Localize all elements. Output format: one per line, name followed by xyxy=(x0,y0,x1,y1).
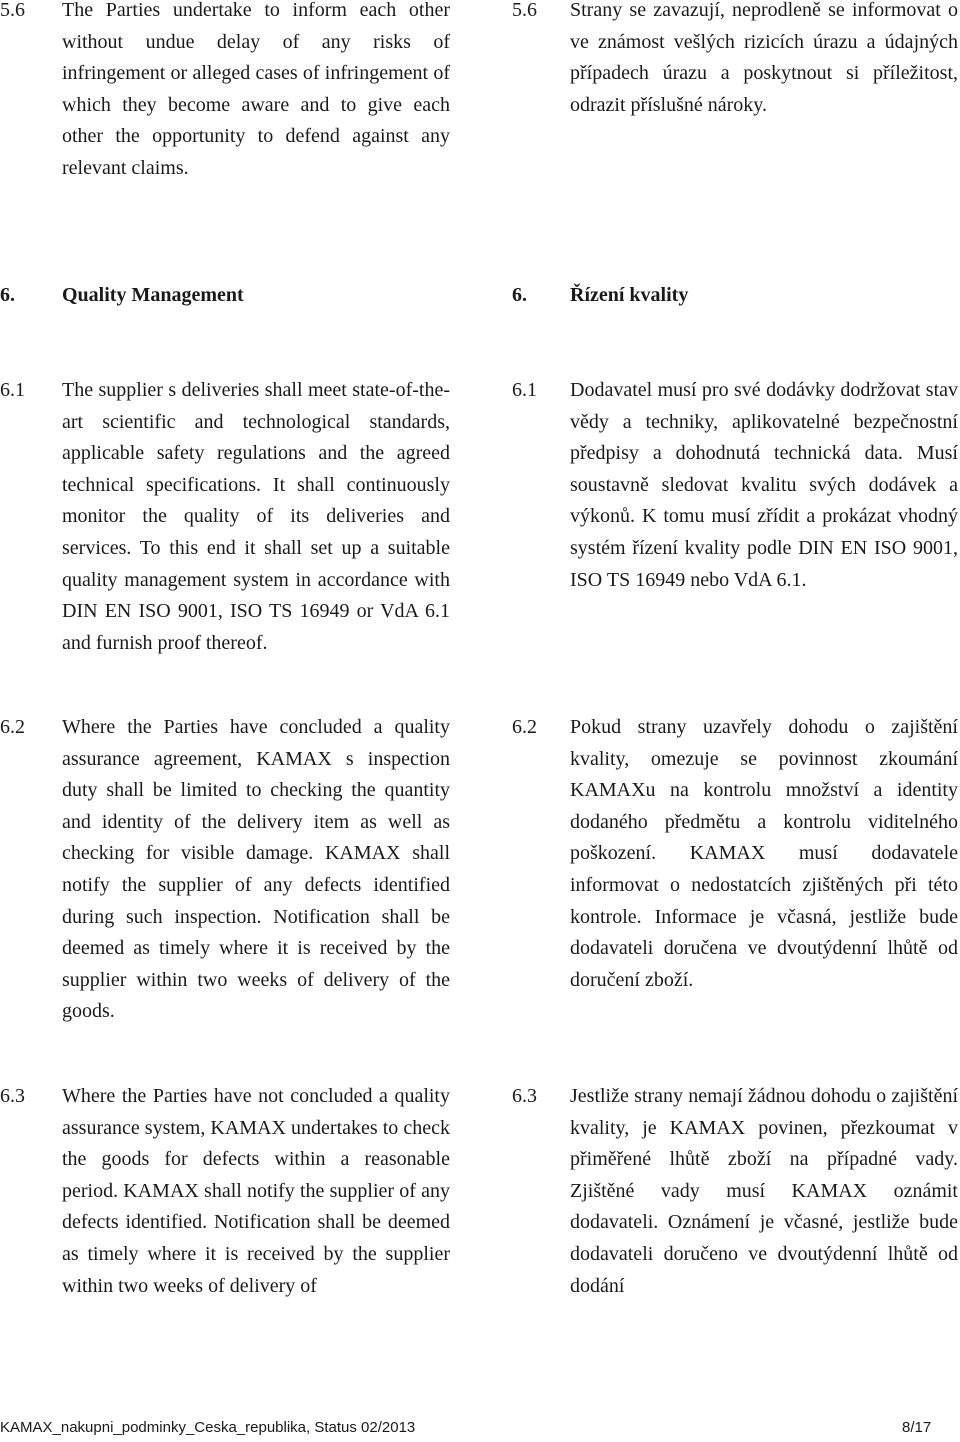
section-5-6-cz xyxy=(512,0,960,215)
section-text: The Parties undertake to inform each other without undue delay of any risks of infringement or alleged cases of infringement of which they become aware and to give each other the opportunity to defend against any relevant claims. xyxy=(62,0,450,179)
section-6-3-en xyxy=(0,1081,460,1341)
section-text: The supplier s deliveries shall meet state-of-the-art scientific and technological standards, applicable safety regulations and the agreed technical specifications. It shall continuously monitor the quality of its deliveries and services. To this end it shall set up a suitable quality management system in accordance with DIN EN ISO 9001, ISO TS 16949 or VdA 6.1 and furnish proof thereof. xyxy=(62,379,450,654)
section-number: 6.2 xyxy=(512,716,537,738)
section-text: Where the Parties have concluded a quality assurance agreement, KAMAX s inspection duty shall be limited to checking the quantity and identity of the delivery item as well as checking for visible damage. KAMAX shall notify the supplier of any defects identified during such inspection. Notification shall be deemed as timely where it is received by the supplier within two weeks of delivery of the goods. xyxy=(62,716,450,1023)
section-text: Pokud strany uzavřely dohodu o zajištění kvality, omezuje se povinnost zkoumání KAMAXu na kontrolu množství a identity dodaného předmětu a kontrolu viditelného poškození. KAMAX musí dodavatele informovat o nedostatcích zjištěných při této kontrole. Informace je včasná, jestliže bude dodavateli doručena ve dvoutýdenní lhůtě od doručení zboží. xyxy=(570,716,958,991)
section-number: 5.6 xyxy=(512,0,537,21)
section-6-1-en xyxy=(0,375,460,695)
section-5-6-en xyxy=(0,0,460,215)
section-number: 6.1 xyxy=(512,379,537,401)
footer-page-number: 8/17 xyxy=(902,1419,932,1436)
section-number: 6.3 xyxy=(512,1085,537,1107)
section-6-2-cz xyxy=(512,712,960,1012)
section-number: 5.6 xyxy=(0,0,25,21)
section-6-1-cz xyxy=(512,375,960,665)
section-number: 6.1 xyxy=(0,379,25,401)
section-6-heading-cz xyxy=(512,284,960,314)
section-text: Strany se zavazují, neprodleně se informovat o ve známost vešlých rizicích úrazu a údajných případech úrazu a poskytnout si příležitost, odrazit příslušné nároky. xyxy=(570,0,958,116)
heading-title: Řízení kvality xyxy=(570,284,689,306)
section-6-3-cz xyxy=(512,1081,960,1311)
footer-document-name: KAMAX_nakupni_podminky_Ceska_republika, Status 02/2013 xyxy=(0,1419,416,1436)
heading-number: 6. xyxy=(0,284,15,306)
section-number: 6.2 xyxy=(0,716,25,738)
section-text: Dodavatel musí pro své dodávky dodržovat stav vědy a techniky, aplikovatelné bezpečnostní předpisy a dohodnutá technická data. Musí soustavně sledovat kvalitu svých dodávek a výkonů. K tomu musí zřídit a prokázat vhodný systém řízení kvality podle DIN EN ISO 9001, ISO TS 16949 nebo VdA 6.1. xyxy=(570,379,958,591)
section-6-2-en xyxy=(0,712,460,1062)
heading-title: Quality Management xyxy=(62,284,244,306)
section-text: Jestliže strany nemají žádnou dohodu o zajištění kvality, je KAMAX povinen, přezkoumat v přiměřené lhůtě zboží na případné vady. Zjištěné vady musí KAMAX oznámit dodavateli. Oznámení je včasné, jestliže bude dodavateli doručeno ve dvoutýdenní lhůtě od dodání xyxy=(570,1085,958,1297)
heading-number: 6. xyxy=(512,284,527,306)
section-text: Where the Parties have not concluded a quality assurance system, KAMAX undertakes to check the goods for defects within a reasonable period. KAMAX shall notify the supplier of any defects identified. Notification shall be deemed as timely where it is received by the supplier within two weeks of delivery of xyxy=(62,1085,450,1297)
section-number: 6.3 xyxy=(0,1085,25,1107)
section-6-heading-en xyxy=(0,284,460,314)
